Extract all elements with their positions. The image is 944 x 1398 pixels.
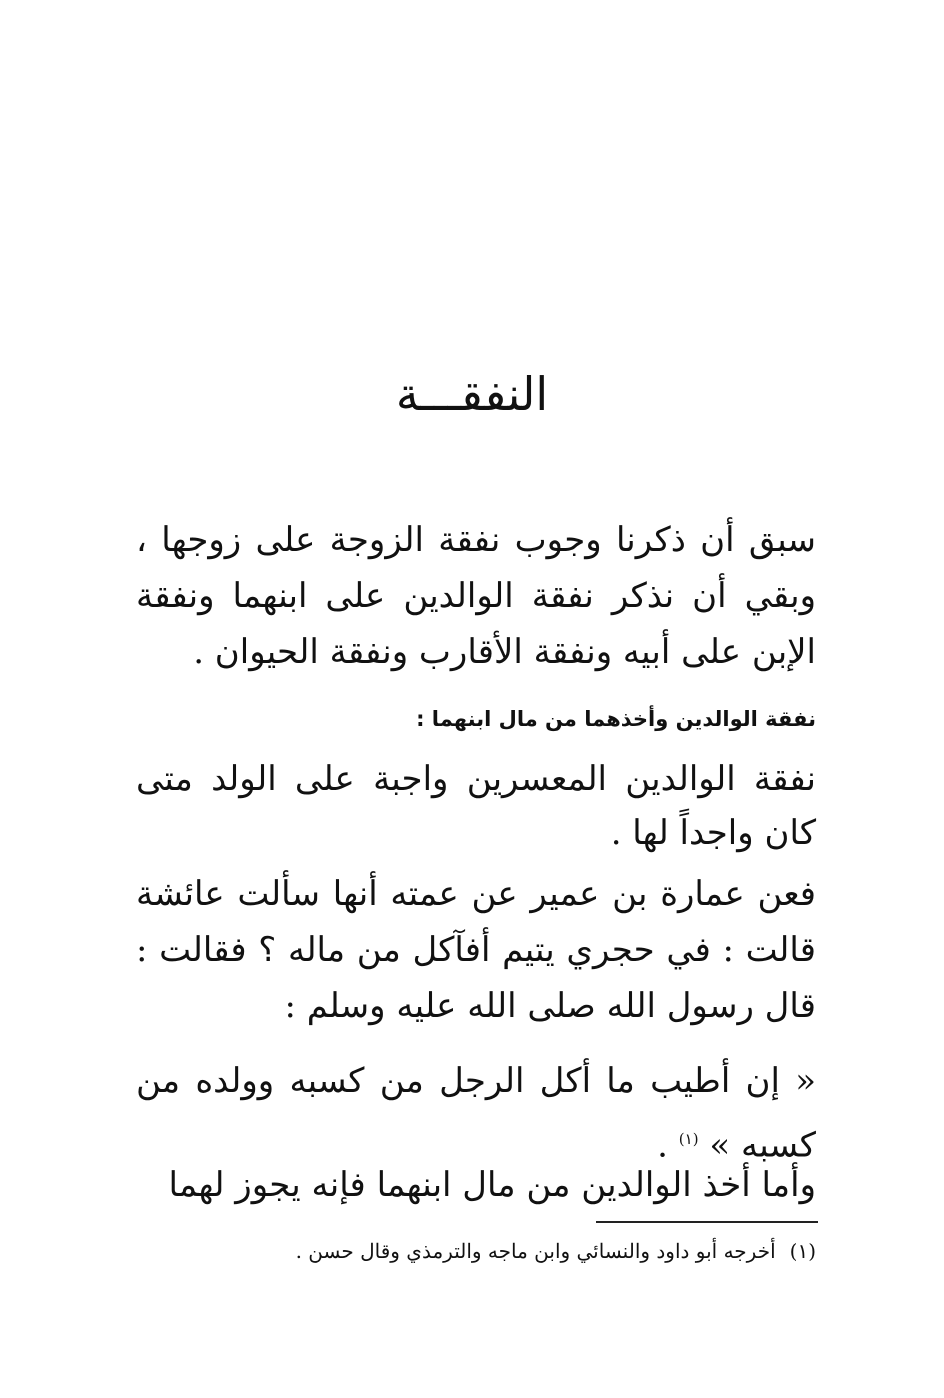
hadith-paragraph [136,1052,816,1174]
page-title: النفقـــة [395,367,549,421]
footnote-text: أخرجه أبو داود والنسائي وابن ماجه والترمذي وقال حسن . [295,1239,776,1263]
intro-paragraph: سبق أن ذكرنا وجوب نفقة الزوجة على زوجها ، وبقي أن نذكر نفقة الوالدين على ابنهما ونفقة الإبن على أبيه ونفقة الأقارب ونفقة الحيوان . [136,520,816,672]
hadith-text: « إن أطيب ما أكل الرجل من كسبه وولده من كسبه » [136,1061,816,1166]
hadith-end: . [657,1125,679,1166]
footnote-number: (١) [789,1239,816,1263]
footnote-divider [596,1221,818,1223]
narration-paragraph: فعن عمارة بن عمير عن عمته أنها سألت عائشة قالت : في حجري يتيم أفآكل من ماله ؟ فقالت : قال رسول الله صلى الله عليه وسلم : [136,874,816,1026]
parents-support-paragraph: نفقة الوالدين المعسرين واجبة على الولد متى كان واجداً لها . [136,759,816,853]
footnote-reference: (١) [678,1130,699,1148]
footnote [136,1234,816,1268]
continuation-paragraph: وأما أخذ الوالدين من مال ابنهما فإنه يجوز لهما [168,1165,816,1205]
section-heading: نفقة الوالدين وأخذهما من مال ابنهما : [416,707,816,731]
